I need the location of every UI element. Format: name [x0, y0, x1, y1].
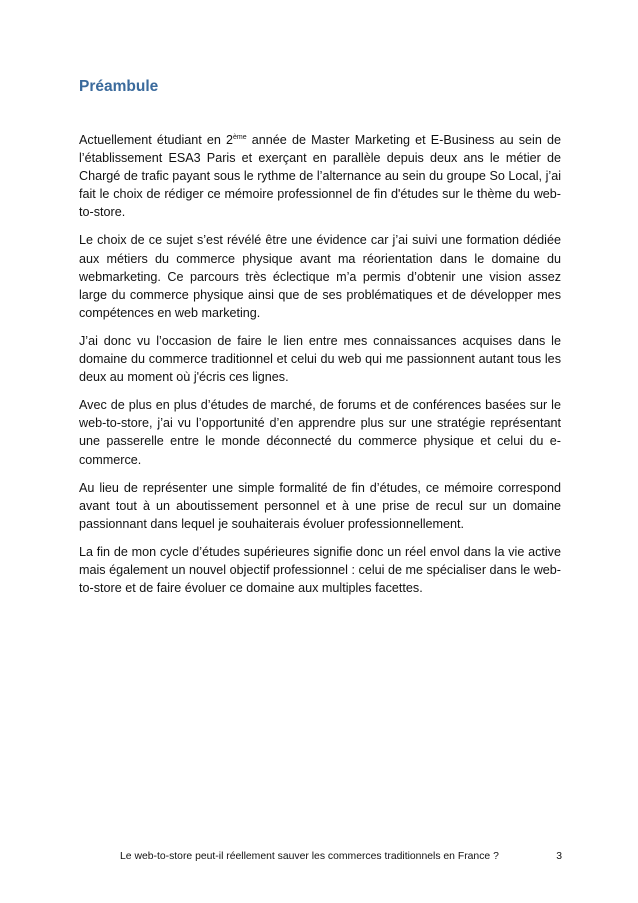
section-heading: Préambule: [79, 78, 159, 95]
footer-title: Le web-to-store peut-il réellement sauver les commerces traditionnels en France ?: [120, 851, 499, 862]
paragraph-5: Au lieu de représenter une simple formalité de fin d’études, ce mémoire correspond avant tout à un aboutissement personnel et à une prise de recul sur un domaine passionnant dans lequel je souhaiterais évoluer professionnellement.: [79, 480, 561, 531]
paragraph-3: J’ai donc vu l’occasion de faire le lien entre mes connaissances acquises dans le domaine du commerce traditionnel et celui du web qui me passionnent autant tous les deux au moment où j'écris ces lignes.: [79, 333, 561, 385]
paragraph-1: [79, 131, 561, 221]
paragraph-4: Avec de plus en plus d’études de marché, de forums et de conférences basées sur le web-to-store, j’ai vu l’opportunité d’en apprendre plus sur une stratégie représentant une passerelle entre le monde déconnecté du commerce physique et celui du e-commerce.: [79, 398, 561, 467]
page-number: 3: [556, 851, 562, 862]
paragraph-1-text-end: année de Master Marketing et E-Business au sein de l’établissement ESA3 Paris et exerçant en parallèle depuis deux ans le métier de Chargé de trafic payant sous le rythme de l’alternance au sein du groupe So Local, j’ai fait le choix de rédiger ce mémoire professionnel de fin d'études sur le thème du web-to-store.: [79, 133, 561, 220]
paragraph-6: La fin de mon cycle d’études supérieures signifie donc un réel envol dans la vie active mais également un nouvel objectif professionnel : celui de me spécialiser dans le web-to-store et de faire évoluer ce domaine aux multiples facettes.: [79, 544, 561, 596]
ordinal-superscript: ème: [233, 134, 247, 141]
body-text: [79, 131, 561, 607]
paragraph-1-text-start: Actuellement étudiant en 2: [79, 133, 234, 147]
paragraph-2: Le choix de ce sujet s’est révélé être une évidence car j’ai suivi une formation dédiée aux métiers du commerce physique avant ma réorientation dans le domaine du webmarketing. Ce parcours très éclectique m’a permis d’obtenir une vision assez large du commerce physique ainsi que de ses problématiques et de développer mes compétences en web marketing.: [79, 233, 561, 320]
